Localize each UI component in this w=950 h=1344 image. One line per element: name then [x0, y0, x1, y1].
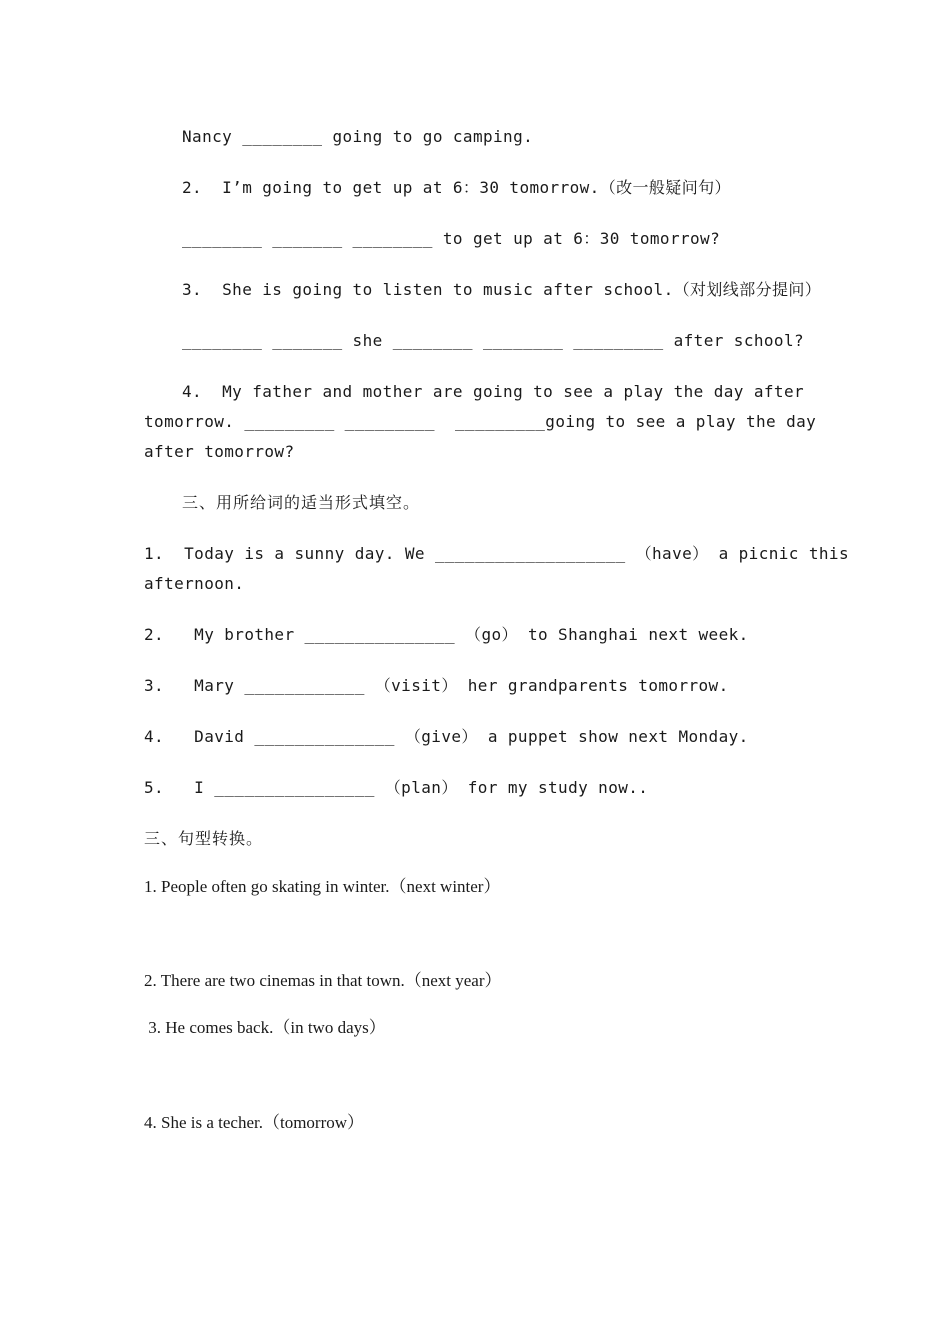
- exercise-b-item2: 2. My brother _______________ （go） to Shanghai next week.: [144, 625, 749, 644]
- exercise-a-item3-answer-line: ________ _______ she ________ ________ _________ after school?: [182, 331, 805, 350]
- section-b-heading: 三、用所给词的适当形式填空。: [182, 493, 421, 512]
- exercise-b-item5: 5. I ________________ （plan） for my study now..: [144, 778, 649, 797]
- exercise-a-item3-question: 3. She is going to listen to music after school.（对划线部分提问）: [182, 280, 822, 299]
- exercise-b-item1-line2: afternoon.: [144, 574, 245, 593]
- exercise-c-item4: 4. She is a techer.（tomorrow）: [144, 1113, 365, 1132]
- exercise-a-item4-line2: tomorrow. _________ _________ _________going to see a play the day: [144, 412, 817, 431]
- exercise-a-item1-answer-line: Nancy ________ going to go camping.: [182, 127, 534, 146]
- exercise-c-item3: 3. He comes back.（in two days）: [144, 1018, 386, 1037]
- exercise-c-item2: 2. There are two cinemas in that town.（next year）: [144, 971, 502, 990]
- exercise-b-item3: 3. Mary ____________ （visit） her grandparents tomorrow.: [144, 676, 729, 695]
- exercise-b-item1-line1: 1. Today is a sunny day. We ___________________ （have） a picnic this: [144, 544, 849, 563]
- exercise-a-item2-question: 2. I’m going to get up at 6：30 tomorrow.（改一般疑问句）: [182, 178, 731, 197]
- exercise-b-item4: 4. David ______________ （give） a puppet show next Monday.: [144, 727, 749, 746]
- exercise-a-item2-answer-line: ________ _______ ________ to get up at 6：30 tomorrow?: [182, 229, 721, 248]
- exercise-c-item1: 1. People often go skating in winter.（next winter）: [144, 877, 501, 896]
- exercise-a-item4-line1: 4. My father and mother are going to see a play the day after: [182, 382, 805, 401]
- exercise-a-item4-line3: after tomorrow?: [144, 442, 295, 461]
- section-c-heading: 三、句型转换。: [144, 829, 264, 848]
